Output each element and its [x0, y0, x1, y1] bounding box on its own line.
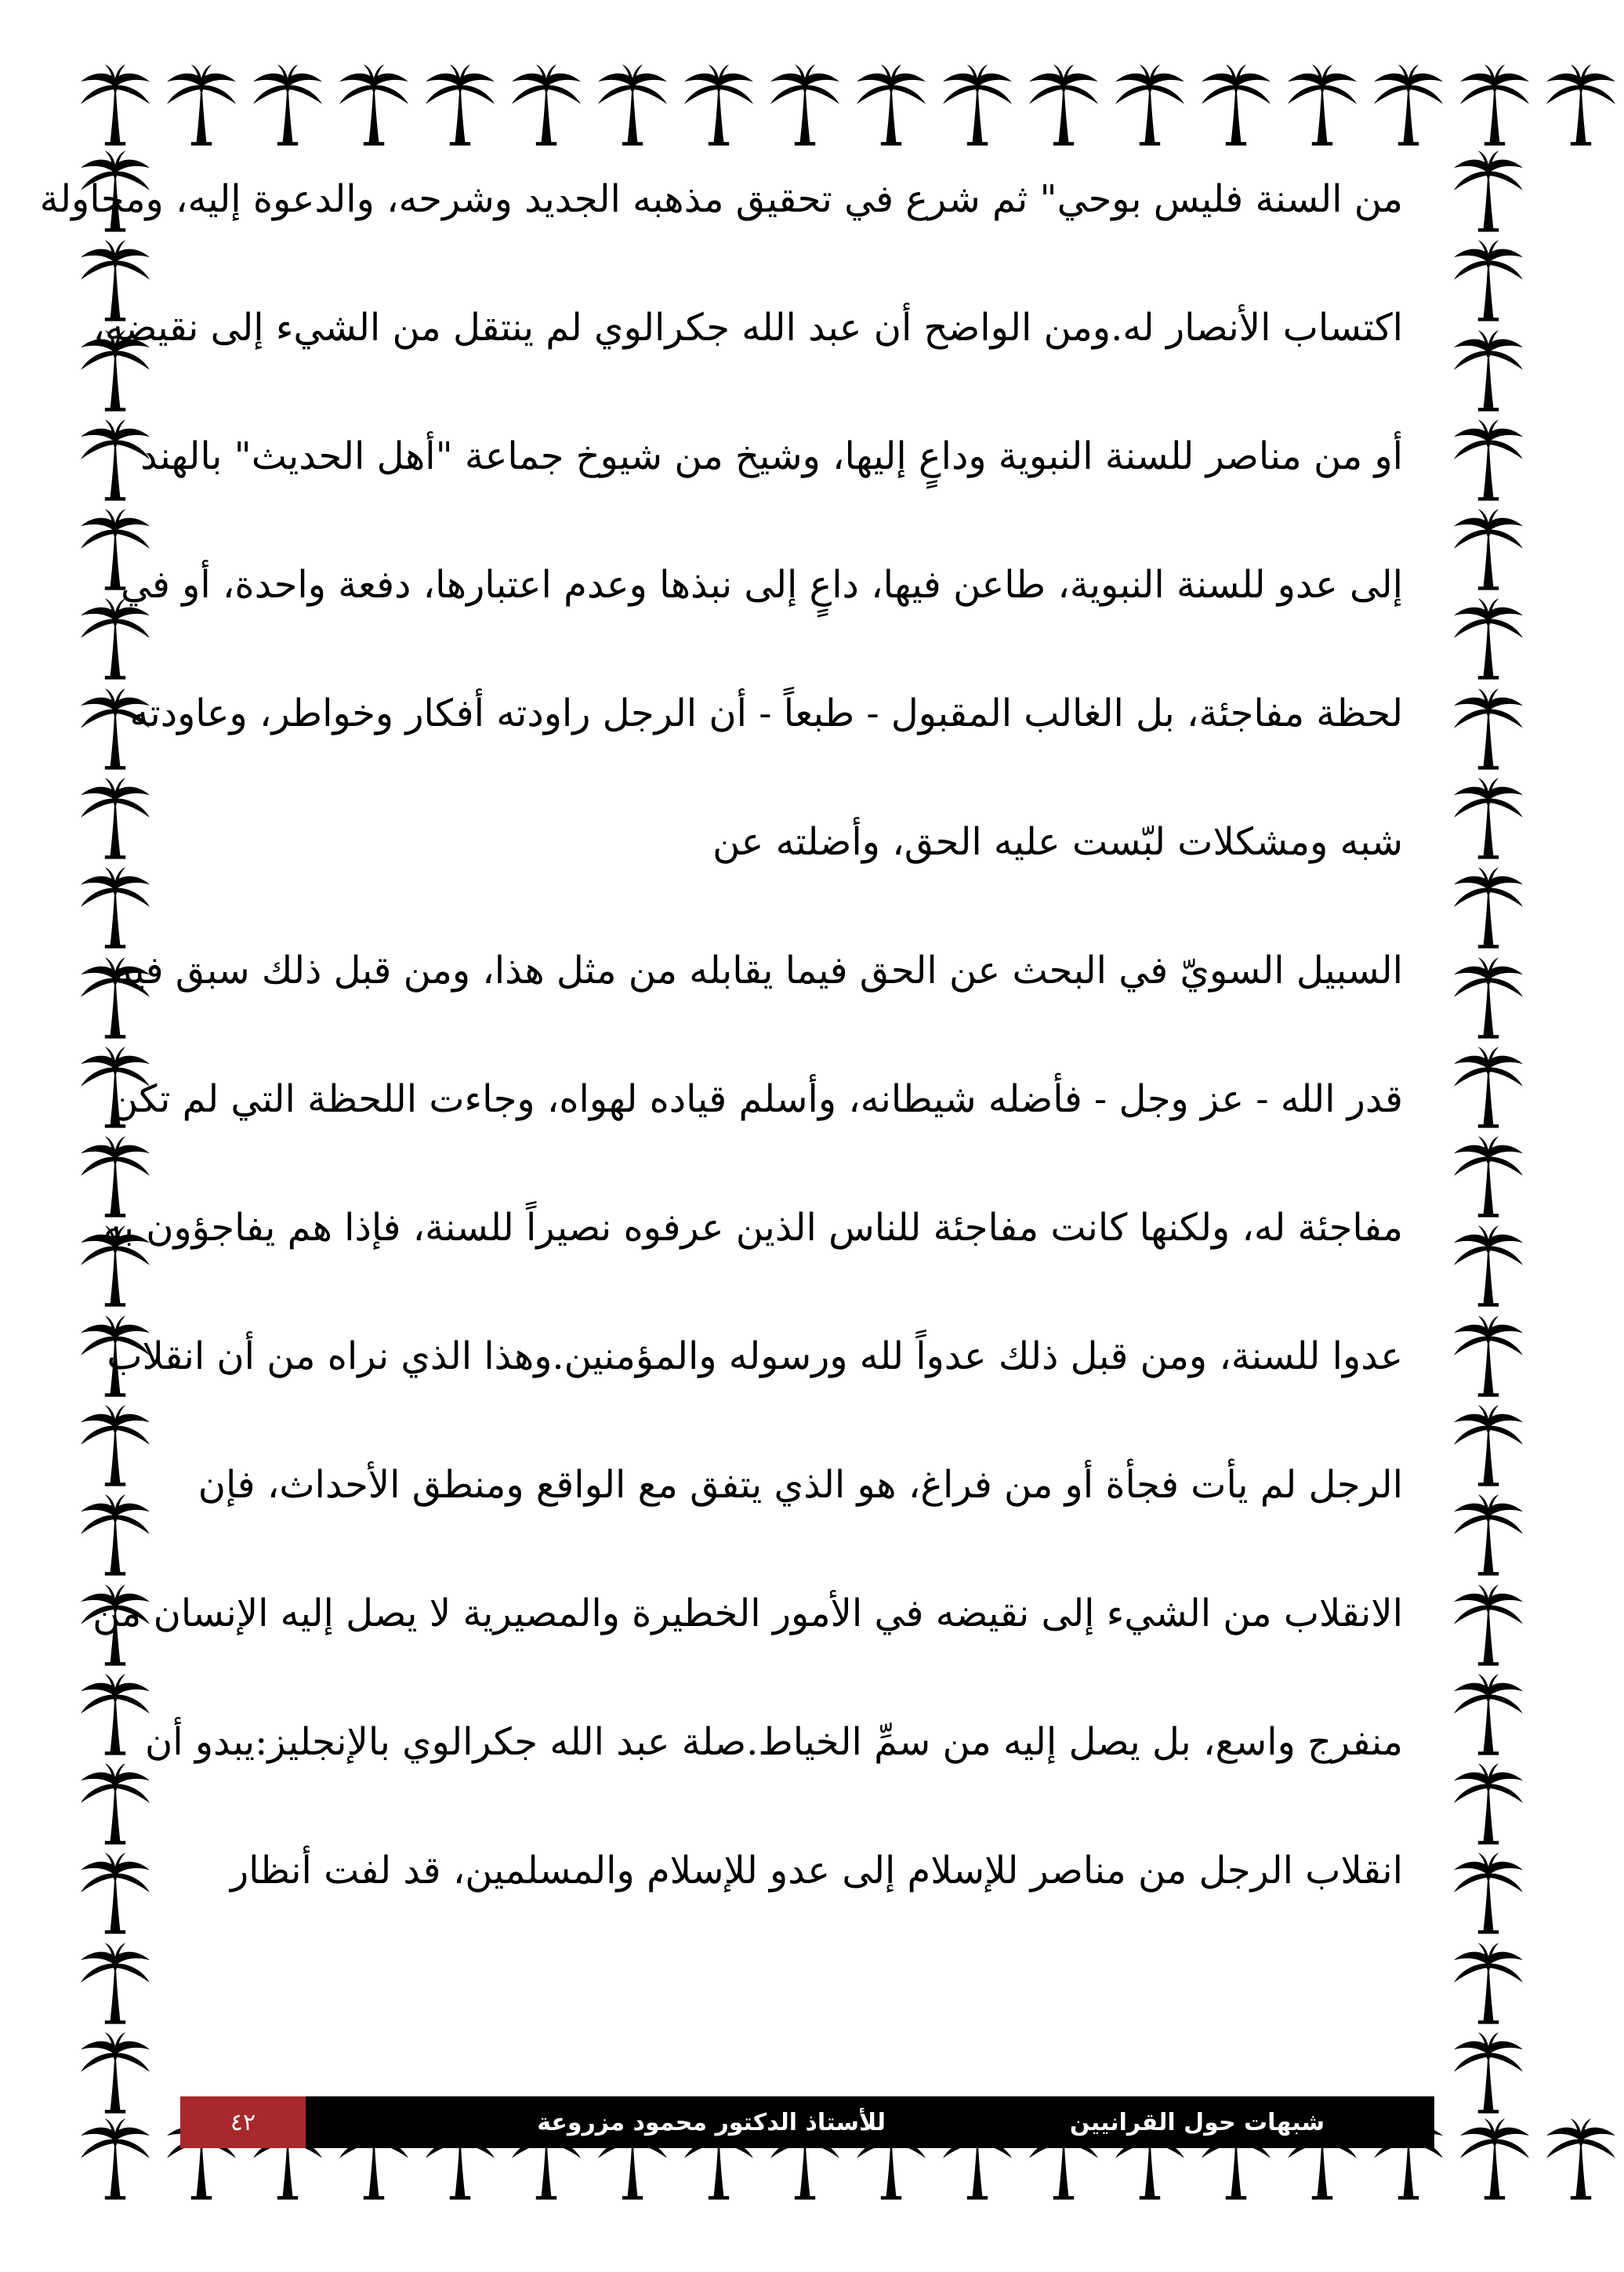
palm-tree-icon [1365, 63, 1452, 149]
text-line: عدوا للسنة، ومن قبل ذلك عدواً لله ورسوله والمؤمنين.وهذا الذي نراه من أن انقلاب [107, 1334, 1403, 1378]
text-line: إلى عدو للسنة النبوية، طاعن فيها، داعٍ إلى نبذها وعدم اعتبارها، دفعة واحدة، أو في [120, 563, 1403, 607]
palm-tree-icon [1538, 63, 1624, 149]
text-line: أو من مناصر للسنة النبوية وداعٍ إليها، وشيخ من شيوخ جماعة "أهل الحديث" بالهند [140, 434, 1403, 478]
palm-tree-icon [1279, 63, 1365, 149]
palm-tree-icon [1193, 63, 1279, 149]
palm-tree-icon [848, 63, 934, 149]
palm-tree-icon [1445, 1403, 1532, 1490]
palm-tree-icon [1020, 63, 1107, 149]
text-line: من السنة فليس بوحي" ثم شرع في تحقيق مذهبه الجديد وشرحه، والدعوة إليه، ومحاولة [39, 177, 1403, 221]
palm-tree-icon [1452, 63, 1538, 149]
palm-tree-icon [676, 63, 762, 149]
text-line: مفاجئة له، ولكنها كانت مفاجئة للناس الذين عرفوه نصيراً للسنة، فإذا هم يفاجؤون به [103, 1206, 1403, 1250]
palm-tree-icon [72, 2117, 158, 2203]
palm-tree-icon [72, 1762, 158, 1848]
palm-tree-icon [1445, 1493, 1532, 1579]
body-text [39, 177, 1403, 1980]
palm-tree-icon [72, 597, 158, 683]
palm-tree-icon [1445, 1224, 1532, 1310]
text-line: السبيل السويّ في البحث عن الحق فيما يقابله من مثل هذا، ومن قبل ذلك سبق فيه [114, 949, 1403, 993]
palm-tree-icon [72, 1851, 158, 1937]
footer-book-title: شبهات حول القرانيين [1069, 2108, 1325, 2136]
palm-tree-icon [72, 1493, 158, 1579]
text-line: اكتساب الأنصار له.ومن الواضح أن عبد الله جكرالوي لم ينتقل من الشيء إلى نقيضه، [92, 306, 1403, 350]
palm-tree-icon [1445, 597, 1532, 683]
palm-tree-icon [1452, 2117, 1538, 2203]
palm-tree-icon [72, 1403, 158, 1490]
palm-tree-icon [1445, 956, 1532, 1042]
palm-tree-icon [1445, 776, 1532, 862]
border-right [1445, 149, 1532, 2117]
palm-tree-icon [72, 2031, 158, 2117]
palm-tree-icon [331, 63, 417, 149]
palm-tree-icon [1445, 1134, 1532, 1221]
palm-tree-icon [1538, 2117, 1624, 2203]
palm-tree-icon [72, 866, 158, 952]
footer-author: للأستاذ الدكتور محمود مزروعة [537, 2108, 886, 2136]
palm-tree-icon [1445, 866, 1532, 952]
palm-tree-icon [1445, 328, 1532, 415]
palm-tree-icon [245, 63, 331, 149]
border-top [72, 63, 1532, 149]
palm-tree-icon [1107, 63, 1193, 149]
palm-tree-icon [762, 63, 848, 149]
palm-tree-icon [1445, 1314, 1532, 1400]
text-line: انقلاب الرجل من مناصر للإسلام إلى عدو للإسلام والمسلمين، قد لفت أنظار [230, 1849, 1403, 1893]
palm-tree-icon [1445, 1851, 1532, 1937]
page-number: ٤٢ [180, 2096, 306, 2148]
text-line: منفرج واسع، بل يصل إليه من سمِّ الخياط.صلة عبد الله جكرالوي بالإنجليز:يبدو أن [145, 1720, 1403, 1764]
palm-tree-icon [72, 63, 158, 149]
palm-tree-icon [417, 63, 503, 149]
palm-tree-icon [1445, 507, 1532, 593]
text-line: الانقلاب من الشيء إلى نقيضه في الأمور الخطيرة والمصيرية لا يصل إليه الإنسان من [92, 1591, 1403, 1635]
text-line: قدر الله - عز وجل - فأضله شيطانه، وأسلم قياده لهواه، وجاءت اللحظة التي لم تكن [110, 1077, 1403, 1121]
palm-tree-icon [1445, 238, 1532, 325]
palm-tree-icon [934, 63, 1020, 149]
page-footer [180, 2096, 1434, 2148]
palm-tree-icon [1445, 1762, 1532, 1848]
palm-tree-icon [1445, 1672, 1532, 1758]
text-line: الرجل لم يأت فجأة أو من فراغ، هو الذي يتفق مع الواقع ومنطق الأحداث، فإن [198, 1463, 1403, 1507]
palm-tree-icon [1445, 149, 1532, 235]
text-line: شبه ومشكلات لبّست عليه الحق، وأضلته عن [712, 820, 1403, 864]
palm-tree-icon [1445, 687, 1532, 773]
palm-tree-icon [1445, 418, 1532, 504]
palm-tree-icon [1445, 2031, 1532, 2117]
palm-tree-icon [1445, 1941, 1532, 2027]
palm-tree-icon [158, 63, 245, 149]
palm-tree-icon [1445, 1045, 1532, 1131]
palm-tree-icon [72, 1941, 158, 2027]
palm-tree-icon [72, 776, 158, 862]
palm-tree-icon [589, 63, 676, 149]
text-line: لحظة مفاجئة، بل الغالب المقبول - طبعاً - أن الرجل راودته أفكار وخواطر، وعاودته [129, 691, 1403, 735]
palm-tree-icon [503, 63, 589, 149]
palm-tree-icon [1445, 1583, 1532, 1669]
